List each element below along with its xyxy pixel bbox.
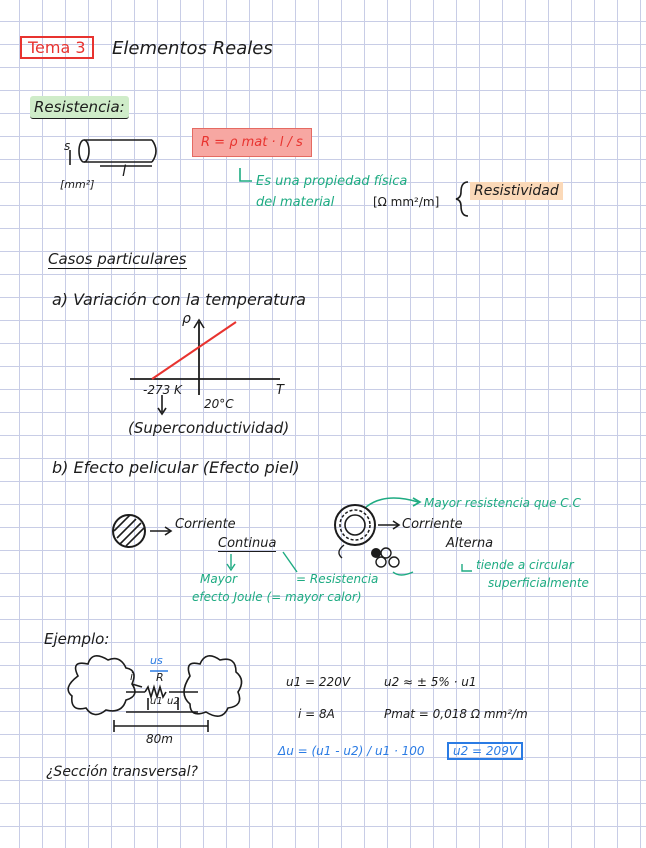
wire-sketch [70,140,156,166]
circuit-R-label: R [156,671,164,684]
voltage-drop-formula: Δu = (u1 - u2) / u1 · 100 [278,744,425,758]
current-value: i = 8A [298,707,335,721]
topic-badge: Tema 3 [20,36,94,59]
tiende-label-2: superficialmente [488,576,589,590]
section-heading-ejemplo: Ejemplo: [44,630,110,648]
dc-label: Corriente [175,517,236,532]
resistance-formula: R = ρ mat · l / s [192,128,312,157]
circuit-distance: 80m [146,732,173,746]
graph-x-label: T [276,383,284,398]
note-line-2: del material [256,195,335,210]
question-cross-section: ¿Sección transversal? [46,764,198,780]
note-arrow [240,168,252,181]
section-heading-casos: Casos particulares [48,250,187,268]
circuit-i-label: i [130,670,134,683]
graph-tick-20c: 20°C [204,397,234,411]
wire-label-l: l [122,162,127,180]
wire-unit: [mm²] [60,178,95,191]
circuit-u2-label: u2 [167,696,180,707]
example-circuit [68,656,241,732]
resistivity-units: [Ω mm²/m] [373,195,440,209]
resistivity-value: Pmat = 0,018 Ω mm²/m [384,707,528,721]
mayor-resistencia-label: Mayor resistencia que C.C [424,496,581,510]
page-title: Elementos Reales [112,38,273,59]
resistividad-label: Resistividad [470,182,563,200]
dc-sublabel: Continua [218,536,277,551]
ac-sublabel: Alterna [446,536,494,551]
mayor-label: Mayor [200,572,238,586]
ac-label: Corriente [402,517,463,532]
superconductividad: (Superconductividad) [128,419,290,437]
case-b-title: b) Efecto pelicular (Efecto piel) [52,458,300,477]
brace [456,182,468,216]
section-heading-resistencia: Resistencia: [30,96,129,119]
case-a-title: a) Variación con la temperatura [52,290,306,309]
graph-y-label: ρ [182,311,191,327]
graph-tick-neg273: -273 K [143,383,182,397]
u1-value: u1 = 220V [286,675,351,689]
wire-label-s: s [64,139,71,153]
u2-result: u2 = 209V [447,742,523,760]
tiende-label-1: tiende a circular [476,558,574,572]
joule-label: efecto Joule (= mayor calor) [192,590,362,604]
circuit-us-label: us [150,654,163,667]
eq-resistencia-label: = Resistencia [296,572,379,586]
note-line-1: Es una propiedad física [256,174,408,189]
circuit-u1-label: u1 [150,696,163,707]
u2-condition: u2 ≈ ± 5% · u1 [384,675,477,689]
